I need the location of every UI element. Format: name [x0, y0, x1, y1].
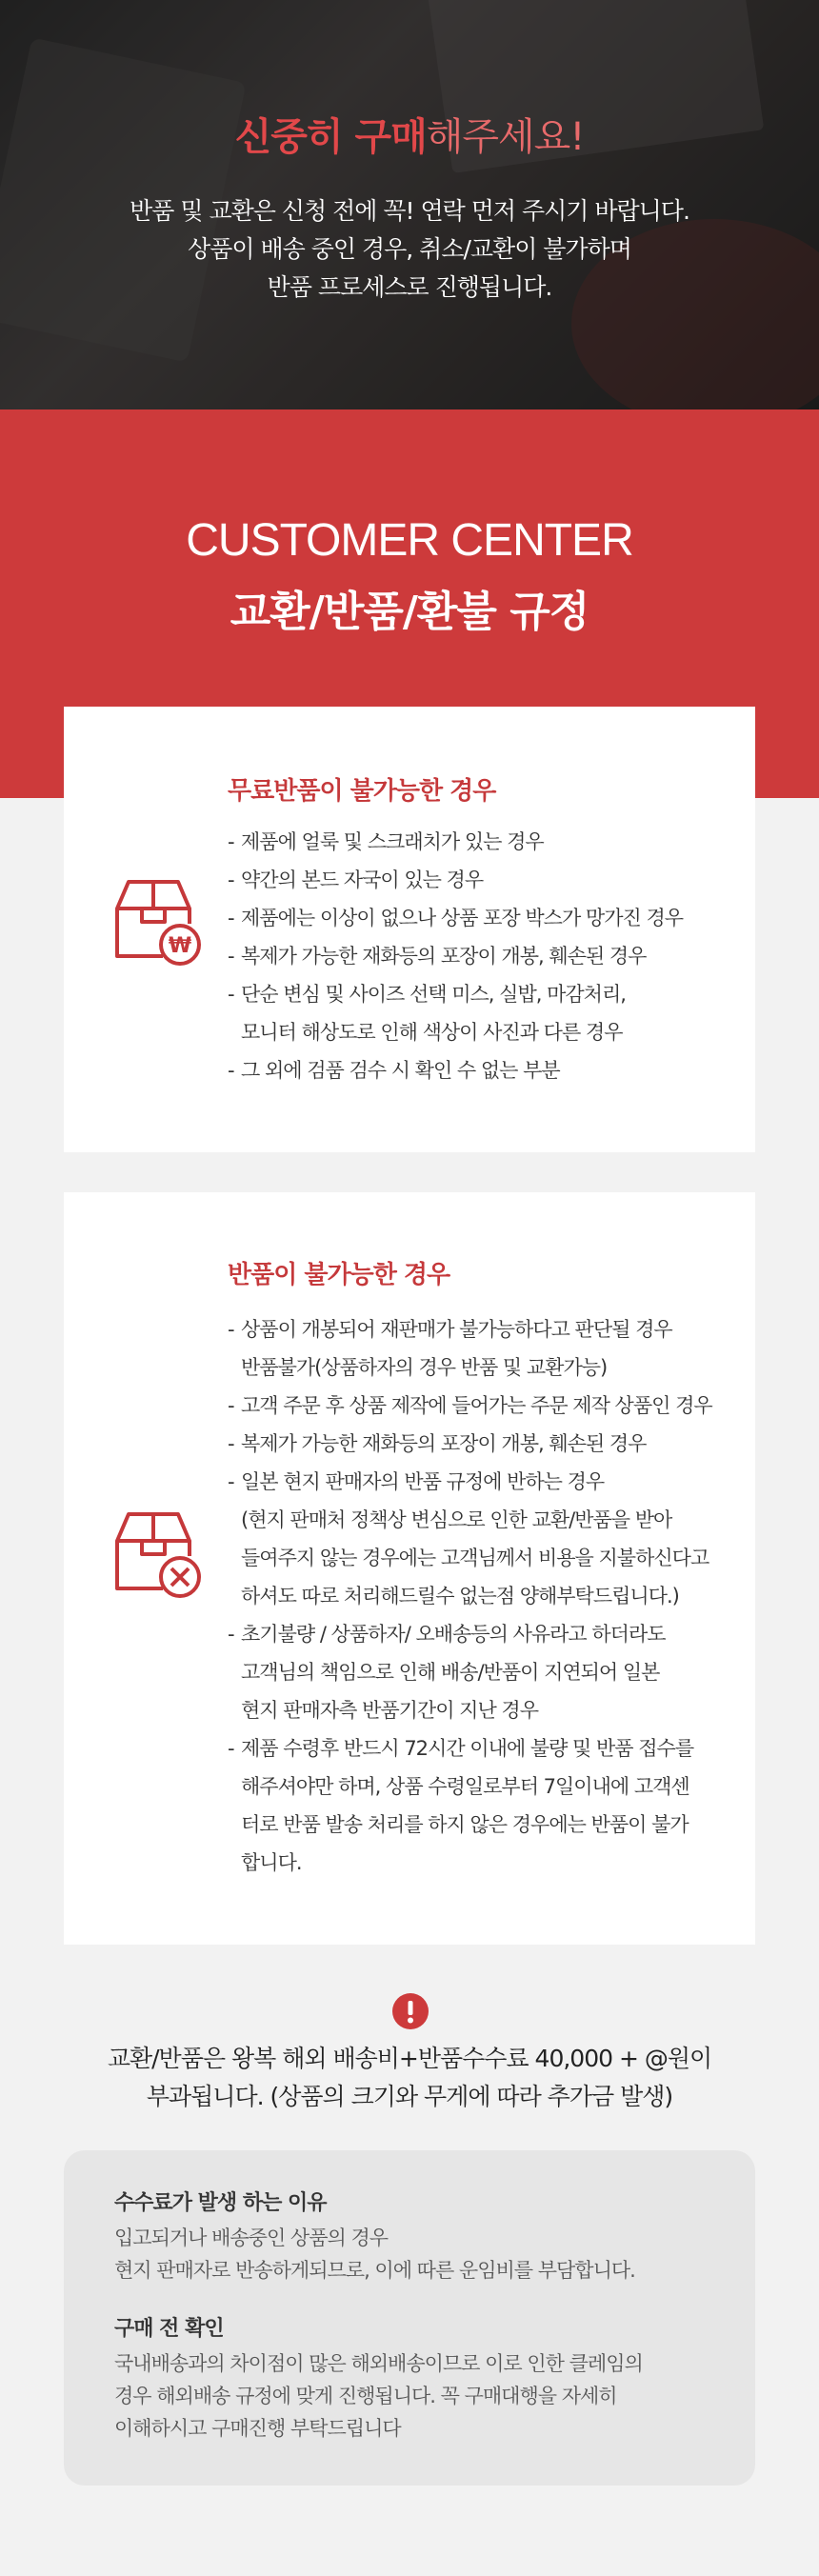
hero-line: 반품 프로세스로 진행됩니다.: [267, 273, 552, 301]
info-box: [64, 2150, 755, 2486]
list-item: - 단순 변심 및 사이즈 선택 미스, 실밥, 마감처리, 모니터 해상도로 인해 색상이 사진과 다른 경우: [228, 975, 742, 1051]
free-return-unavailable-card: [64, 707, 755, 1152]
fee-reason-block: [114, 2187, 724, 2286]
list-item: - 상품이 개봉되어 재판매가 불가능하다고 판단될 경우 반품불가(상품하자의 경우 반품 및 교환가능): [228, 1310, 742, 1387]
band-title-ko: 교환/반품/환불 규정: [230, 588, 589, 636]
box-x-icon: [108, 1507, 207, 1602]
hero-title-light: 해주세요!: [426, 115, 585, 159]
info-heading: 구매 전 확인: [114, 2317, 224, 2341]
condition-list: [228, 823, 742, 1089]
hero-line: 상품이 배송 중인 경우, 취소/교환이 불가하며: [188, 235, 631, 263]
info-body: 국내배송과의 차이점이 많은 해외배송이므로 이로 인한 클레임의 경우 해외배송 규정에 맞게 진행됩니다. 꼭 구매대행을 자세히 이해하시고 구매진행 부탁드립니다: [114, 2352, 643, 2440]
condition-list: [228, 1310, 742, 1882]
notice-line: 교환/반품은 왕복 해외 배송비+반품수수료 40,000 + @원이: [107, 2045, 712, 2072]
list-item: - 초기불량 / 상품하자/ 오배송등의 사유라고 하더라도 고객님의 책임으로 인해 배송/반품이 지연되어 일본 현지 판매자측 반품기간이 지난 경우: [228, 1615, 742, 1729]
card-title: 반품이 불가능한 경우: [228, 1261, 450, 1289]
return-unavailable-card: [64, 1192, 755, 1945]
list-item: - 복제가 가능한 재화등의 포장이 개봉, 훼손된 경우: [228, 1425, 742, 1463]
list-item: - 일본 현지 판매자의 반품 규정에 반하는 경우 (현지 판매처 정책상 변심으로 인한 교환/반품을 받아 들여주지 않는 경우에는 고객님께서 비용을 지불하신다고 하셔도 따로 처리해드릴수 없는점 양해부탁드립니다.): [228, 1463, 742, 1615]
info-heading: 수수료가 발생 하는 이유: [114, 2191, 327, 2215]
list-item: - 고객 주문 후 상품 제작에 들어가는 주문 제작 상품인 경우: [228, 1387, 742, 1425]
card-title: 무료반품이 불가능한 경우: [228, 777, 496, 806]
list-item: - 복제가 가능한 재화등의 포장이 개봉, 훼손된 경우: [228, 937, 742, 975]
hero-description: [0, 192, 819, 307]
info-body: 입고되거나 배송중인 상품의 경우 현지 판매자로 반송하게되므로, 이에 따른 운임비를 부담합니다.: [114, 2227, 635, 2282]
exclamation-icon: [392, 1993, 429, 2029]
return-fee-notice: [0, 2040, 819, 2116]
hero-title-strong: 신중히 구매: [234, 115, 427, 159]
list-item: - 제품에는 이상이 없으나 상품 포장 박스가 망가진 경우: [228, 899, 742, 937]
hero-line: 반품 및 교환은 신청 전에 꼭! 연락 먼저 주시기 바랍니다.: [130, 197, 689, 225]
hero-title: [0, 107, 819, 161]
box-won-icon: [108, 874, 207, 969]
list-item: - 그 외에 검품 검수 시 확인 수 없는 부분: [228, 1051, 742, 1089]
list-item: - 약간의 본드 자국이 있는 경우: [228, 861, 742, 899]
band-title-en: CUSTOMER CENTER: [186, 515, 633, 566]
pre-purchase-check-block: [114, 2312, 724, 2445]
list-item: - 제품에 얼룩 및 스크래치가 있는 경우: [228, 823, 742, 861]
hero-banner: [0, 0, 819, 409]
svg-text:₩: ₩: [168, 934, 192, 958]
list-item: - 제품 수령후 반드시 72시간 이내에 불량 및 반품 접수를 해주셔야만 하며, 상품 수령일로부터 7일이내에 고객센 터로 반품 발송 처리를 하지 않은 경우에는 반품이 불가 합니다.: [228, 1729, 742, 1882]
notice-line: 부과됩니다. (상품의 크기와 무게에 따라 추가금 발생): [146, 2083, 673, 2110]
